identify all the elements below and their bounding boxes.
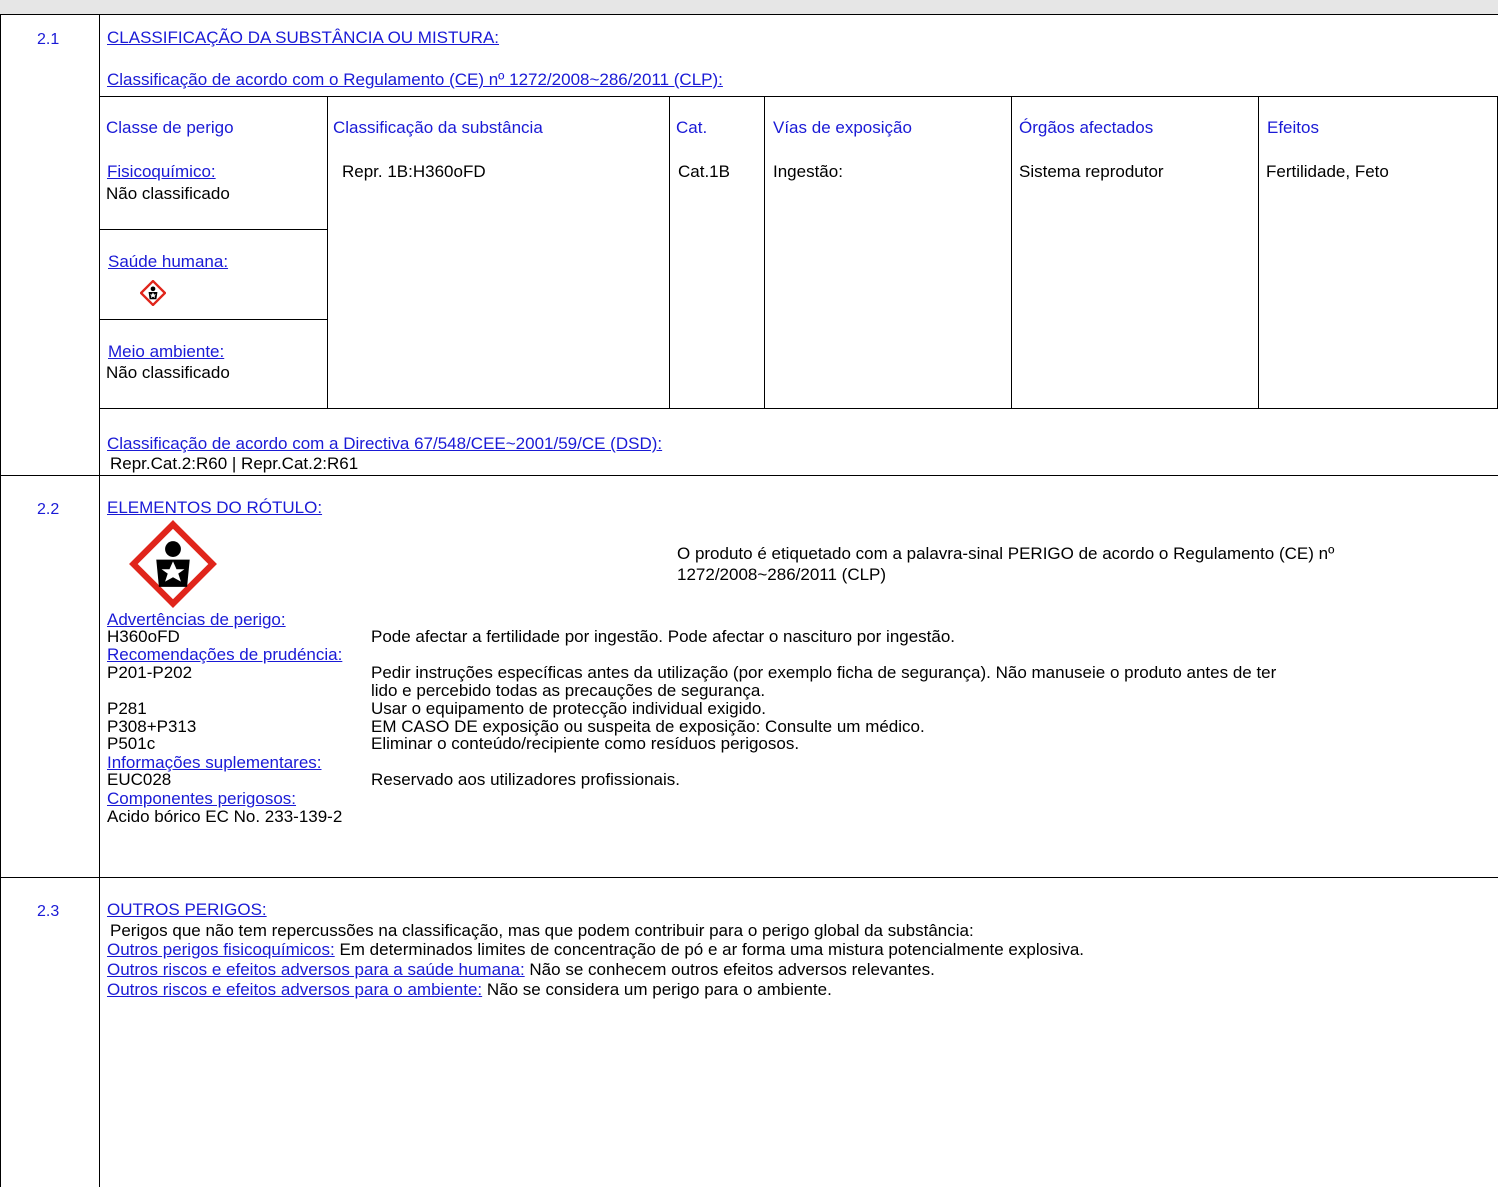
dsd-heading[interactable]: Classificação de acordo com a Directiva 67/548/CEE~2001/59/CE (DSD): bbox=[107, 434, 663, 453]
section-divider-2-3 bbox=[0, 877, 1498, 878]
supplementary-heading[interactable]: Informações suplementares: bbox=[107, 753, 322, 772]
table-col-divider bbox=[669, 96, 670, 408]
hazard-text: Pode afectar a fertilidade por ingestão. Pode afectar o nascituro por ingestão. bbox=[371, 627, 956, 646]
column-header: Classe de perigo bbox=[106, 118, 234, 137]
signal-word-text: 1272/2008~286/2011 (CLP) bbox=[677, 565, 887, 584]
effects-value: Fertilidade, Feto bbox=[1266, 162, 1389, 181]
precautionary-text: Pedir instruções específicas antes da utilização (por exemplo ficha de segurança). Não manuseie o produto antes de ter bbox=[371, 663, 1277, 682]
other-hazard-item bbox=[107, 980, 832, 999]
hazard-class-label[interactable]: Meio ambiente: bbox=[108, 342, 225, 361]
other-hazard-text: Não se considera um perigo para o ambiente. bbox=[486, 980, 832, 999]
supplementary-code: EUC028 bbox=[107, 770, 172, 789]
table-top-border bbox=[99, 96, 1498, 97]
table-col-divider bbox=[327, 96, 328, 408]
column-header: Órgãos afectados bbox=[1019, 118, 1154, 137]
precautionary-text: EM CASO DE exposição ou suspeita de exposição: Consulte um médico. bbox=[371, 717, 925, 736]
frame-left-border bbox=[0, 14, 1, 1187]
section-number: 2.1 bbox=[37, 31, 60, 48]
section-title[interactable]: CLASSIFICAÇÃO DA SUBSTÂNCIA OU MISTURA: bbox=[107, 28, 500, 47]
precautionary-code: P201-P202 bbox=[107, 663, 193, 682]
table-col-divider bbox=[764, 96, 765, 408]
precautionary-text: Eliminar o conteúdo/recipiente como resíduos perigosos. bbox=[371, 734, 800, 753]
other-hazards-intro: Perigos que não tem repercussões na classificação, mas que podem contribuir para o perigo global da substância: bbox=[110, 921, 974, 940]
supplementary-text: Reservado aos utilizadores profissionais. bbox=[371, 770, 680, 789]
affected-organs-value: Sistema reprodutor bbox=[1019, 162, 1164, 181]
hazard-class-label[interactable]: Fisicoquímico: bbox=[107, 162, 216, 181]
column-header: Vías de exposição bbox=[773, 118, 912, 137]
section-title[interactable]: OUTROS PERIGOS: bbox=[107, 900, 267, 919]
other-hazard-item bbox=[107, 940, 1084, 959]
hazard-class-value: Não classificado bbox=[106, 363, 230, 382]
dsd-classification: Repr.Cat.2:R60 | Repr.Cat.2:R61 bbox=[110, 454, 359, 473]
number-column-divider bbox=[99, 14, 100, 1187]
precautionary-code: P501c bbox=[107, 734, 156, 753]
category-value: Cat.1B bbox=[678, 162, 730, 181]
table-col-divider bbox=[1258, 96, 1259, 408]
hazard-class-divider-1 bbox=[99, 229, 327, 230]
column-header: Cat. bbox=[676, 118, 708, 137]
precautionary-heading[interactable]: Recomendações de prudéncia: bbox=[107, 645, 343, 664]
section-title[interactable]: ELEMENTOS DO RÓTULO: bbox=[107, 498, 323, 517]
hazard-code: H360oFD bbox=[107, 627, 180, 646]
hazard-class-value: Não classificado bbox=[106, 184, 230, 203]
other-hazard-label[interactable]: Outros riscos e efeitos adversos para a saúde humana: bbox=[107, 960, 525, 979]
other-hazard-label[interactable]: Outros riscos e efeitos adversos para o ambiente: bbox=[107, 980, 483, 999]
health-hazard-icon bbox=[140, 280, 166, 310]
precautionary-code: P308+P313 bbox=[107, 717, 197, 736]
table-col-divider bbox=[1011, 96, 1012, 408]
clp-heading[interactable]: Classificação de acordo com o Regulamento (CE) nº 1272/2008~286/2011 (CLP): bbox=[107, 70, 723, 89]
other-hazard-text: Não se conhecem outros efeitos adversos relevantes. bbox=[529, 960, 935, 979]
section-number: 2.3 bbox=[37, 903, 60, 920]
hazard-class-label[interactable]: Saúde humana: bbox=[108, 252, 229, 271]
exposure-route-value: Ingestão: bbox=[773, 162, 843, 181]
other-hazard-item bbox=[107, 960, 935, 979]
hazardous-component: Acido bórico EC No. 233-139-2 bbox=[107, 807, 343, 826]
column-header: Classificação da substância bbox=[333, 118, 543, 137]
table-bottom-border bbox=[99, 408, 1498, 409]
components-heading[interactable]: Componentes perigosos: bbox=[107, 789, 297, 808]
hazard-class-divider-2 bbox=[99, 319, 327, 320]
hazard-statements-heading[interactable]: Advertências de perigo: bbox=[107, 610, 286, 629]
substance-classification: Repr. 1B:H360oFD bbox=[342, 162, 486, 181]
other-hazard-text: Em determinados limites de concentração de pó e ar forma uma mistura potencialmente explosiva. bbox=[339, 940, 1085, 959]
other-hazard-label[interactable]: Outros perigos fisicoquímicos: bbox=[107, 940, 335, 959]
signal-word-text: O produto é etiquetado com a palavra-sinal PERIGO de acordo o Regulamento (CE) nº bbox=[677, 544, 1335, 563]
health-hazard-icon bbox=[129, 520, 217, 612]
section-divider-2-2 bbox=[0, 475, 1498, 476]
precautionary-text: Usar o equipamento de protecção individual exigido. bbox=[371, 699, 767, 718]
column-header: Efeitos bbox=[1267, 118, 1319, 137]
section-header-bar bbox=[0, 0, 1498, 15]
precautionary-text: lido e percebido todas as precauções de segurança. bbox=[371, 681, 766, 700]
precautionary-code: P281 bbox=[107, 699, 147, 718]
section-number: 2.2 bbox=[37, 501, 60, 518]
